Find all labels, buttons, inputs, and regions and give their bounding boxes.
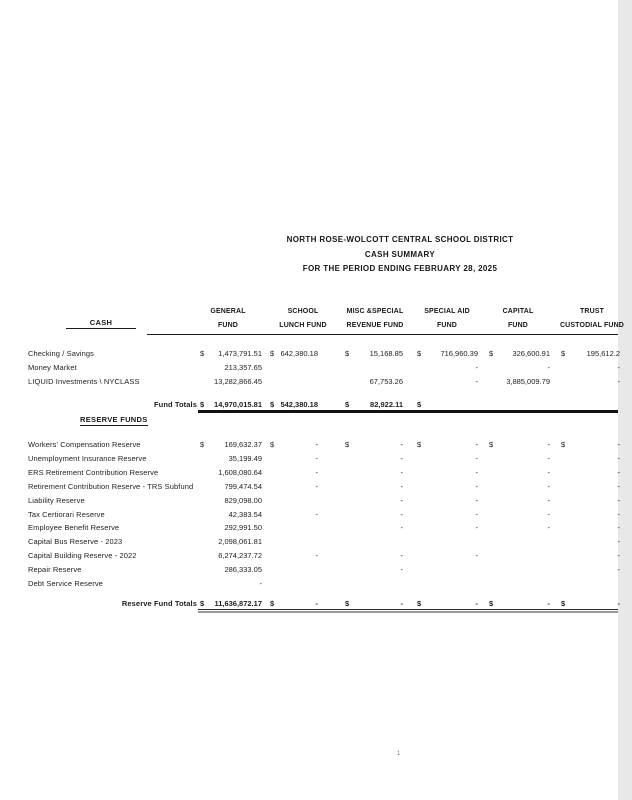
cell-value: -: [547, 482, 550, 491]
column-header-trust-custodial-fund: [552, 305, 632, 332]
cell-value: -: [475, 482, 478, 491]
district-title: NORTH ROSE-WOLCOTT CENTRAL SCHOOL DISTRICT: [286, 235, 514, 244]
column-header-line2: FUND: [507, 321, 529, 329]
column-header-school-lunch-fund: [271, 305, 335, 332]
table-row: [0, 551, 618, 562]
cell-value: -: [617, 537, 620, 546]
column-header-line1: CAPITAL: [502, 308, 534, 315]
cell-value: -: [547, 496, 550, 505]
column-header-general-fund: [196, 305, 260, 332]
column-header-line1: GENERAL: [210, 308, 246, 315]
cell-value: -: [475, 523, 478, 532]
currency-symbol: $: [200, 349, 205, 358]
row-label: Checking / Savings: [28, 349, 95, 358]
currency-symbol: $: [417, 400, 422, 409]
currency-symbol: $: [345, 349, 350, 358]
reserve-totals-rule-bottom: [198, 611, 618, 613]
currency-symbol: $: [345, 440, 350, 449]
cell-value: 82,922.11: [370, 400, 403, 409]
column-header-special-aid-fund: [415, 305, 479, 332]
currency-symbol: $: [270, 349, 275, 358]
cell-value: -: [617, 454, 620, 463]
reserve-funds-heading: RESERVE FUNDS: [80, 415, 148, 424]
cell-value: -: [400, 468, 403, 477]
column-header-line1: MISC &SPECIAL: [346, 308, 404, 315]
cell-value: 11,636,872.17: [214, 599, 262, 608]
row-label: Debt Service Reserve: [28, 579, 103, 588]
cell-value: 13,282,866.45: [214, 377, 262, 386]
currency-symbol: $: [489, 440, 494, 449]
cell-value: 1,608,080.64: [218, 468, 262, 477]
cell-value: -: [547, 440, 550, 449]
cash-column-header: CASH: [66, 318, 136, 329]
column-header-line2: FUND: [436, 321, 458, 329]
row-label: Unemployment Insurance Reserve: [28, 454, 147, 463]
table-row: [0, 565, 618, 576]
cell-value: -: [315, 510, 318, 519]
period-title: FOR THE PERIOD ENDING FEBRUARY 28, 2025: [302, 264, 498, 273]
cell-value: 286,333.05: [224, 565, 262, 574]
cell-value: -: [475, 363, 478, 372]
cell-value: -: [315, 482, 318, 491]
currency-symbol: $: [489, 349, 494, 358]
cell-value: -: [315, 454, 318, 463]
currency-symbol: $: [561, 440, 566, 449]
cell-value: -: [315, 440, 318, 449]
column-header-misc-special-revenue-fund: [337, 305, 413, 332]
row-label: Reserve Fund Totals: [121, 599, 197, 608]
cell-value: -: [315, 468, 318, 477]
column-header-line1: SCHOOL: [287, 308, 319, 315]
cell-value: -: [617, 551, 620, 560]
cell-value: -: [400, 510, 403, 519]
cell-value: -: [617, 565, 620, 574]
row-label: Capital Building Reserve - 2022: [28, 551, 137, 560]
cell-value: 716,960.39: [440, 349, 478, 358]
cell-value: -: [400, 551, 403, 560]
cell-value: 542,380.18: [280, 400, 318, 409]
row-label: Tax Certiorari Reserve: [28, 510, 105, 519]
cell-value: -: [475, 510, 478, 519]
row-label: Repair Reserve: [28, 565, 82, 574]
cell-value: 195,612.2: [586, 349, 620, 358]
cell-value: -: [259, 579, 262, 588]
cell-value: -: [617, 377, 620, 386]
cell-value: 42,383.54: [228, 510, 262, 519]
cell-value: -: [475, 377, 478, 386]
cell-value: 213,357.65: [224, 363, 262, 372]
cell-value: -: [617, 496, 620, 505]
cell-value: -: [547, 468, 550, 477]
column-header-line1: TRUST: [579, 308, 605, 315]
cell-value: -: [547, 523, 550, 532]
currency-symbol: $: [270, 440, 275, 449]
column-header-line2: LUNCH FUND: [279, 321, 327, 329]
page-number: 1: [397, 751, 401, 757]
row-label: Money Market: [28, 363, 77, 372]
cell-value: -: [547, 363, 550, 372]
cell-value: -: [315, 551, 318, 560]
cell-value: -: [400, 454, 403, 463]
row-label: Liability Reserve: [28, 496, 85, 505]
cell-value: -: [315, 599, 318, 608]
cell-value: -: [400, 565, 403, 574]
cell-value: -: [617, 523, 620, 532]
row-label: LIQUID Investments \ NYCLASS: [28, 377, 140, 386]
row-label: Capital Bus Reserve - 2023: [28, 537, 123, 546]
cell-value: -: [475, 496, 478, 505]
table-row: [0, 363, 618, 374]
currency-symbol: $: [417, 440, 422, 449]
reserve-totals-rule-top: [198, 609, 618, 610]
cell-value: -: [400, 496, 403, 505]
row-label: Retirement Contribution Reserve - TRS Subfund: [28, 482, 194, 491]
currency-symbol: $: [489, 599, 494, 608]
currency-symbol: $: [200, 400, 205, 409]
row-label: Workers' Compensation Reserve: [28, 440, 141, 449]
column-header-line2: FUND: [217, 321, 239, 329]
currency-symbol: $: [200, 599, 205, 608]
cell-value: 2,098,061.81: [218, 537, 262, 546]
cell-value: 642,380.18: [280, 349, 318, 358]
table-row: [0, 523, 618, 534]
header-underline-rule: [147, 334, 618, 335]
table-row: [0, 510, 618, 521]
currency-symbol: $: [345, 400, 350, 409]
report-title-block: [190, 233, 610, 277]
cell-value: 799,474.54: [224, 482, 262, 491]
cell-value: 326,600.91: [512, 349, 550, 358]
table-row: [0, 377, 618, 388]
cell-value: -: [400, 440, 403, 449]
column-header-line2: REVENUE FUND: [346, 321, 404, 329]
row-label: ERS Retirement Contribution Reserve: [28, 468, 159, 477]
cell-value: -: [475, 440, 478, 449]
column-header-line1: SPECIAL AID: [424, 308, 470, 315]
cell-value: 292,991.50: [224, 523, 262, 532]
cell-value: -: [617, 510, 620, 519]
table-row: [0, 454, 618, 465]
column-header-line2: CUSTODIAL FUND: [559, 321, 625, 329]
cell-value: 6,274,237.72: [218, 551, 262, 560]
cell-value: -: [475, 468, 478, 477]
cell-value: -: [475, 551, 478, 560]
row-label: Fund Totals: [153, 400, 197, 409]
cell-value: 1,473,791.51: [218, 349, 262, 358]
table-row: [0, 537, 618, 548]
cell-value: 15,168.85: [369, 349, 403, 358]
currency-symbol: $: [561, 349, 566, 358]
row-label: Employee Benefit Reserve: [28, 523, 120, 532]
table-row: [0, 349, 618, 360]
table-row: [0, 440, 618, 451]
cell-value: 169,632.37: [224, 440, 262, 449]
table-row: [0, 496, 618, 507]
cell-value: 14,970,015.81: [214, 400, 262, 409]
cell-value: 67,753.26: [369, 377, 403, 386]
currency-symbol: $: [270, 599, 275, 608]
cell-value: -: [617, 482, 620, 491]
cell-value: -: [547, 510, 550, 519]
cell-value: -: [547, 599, 550, 608]
cell-value: -: [400, 523, 403, 532]
cell-value: -: [617, 468, 620, 477]
fund-totals-rule: [198, 410, 618, 413]
cell-value: -: [617, 599, 620, 608]
table-row: [0, 482, 618, 493]
report-title: CASH SUMMARY: [364, 249, 436, 259]
cell-value: 35,199.49: [228, 454, 262, 463]
cell-value: -: [475, 599, 478, 608]
cell-value: 3,885,009.79: [506, 377, 550, 386]
cell-value: -: [547, 454, 550, 463]
cell-value: -: [400, 599, 403, 608]
cell-value: -: [475, 454, 478, 463]
currency-symbol: $: [345, 599, 350, 608]
table-row: [0, 468, 618, 479]
cell-value: -: [617, 440, 620, 449]
column-header-capital-fund: [486, 305, 550, 332]
currency-symbol: $: [561, 599, 566, 608]
currency-symbol: $: [417, 599, 422, 608]
cell-value: -: [400, 482, 403, 491]
table-row: [0, 579, 618, 590]
currency-symbol: $: [417, 349, 422, 358]
currency-symbol: $: [270, 400, 275, 409]
cell-value: 829,098.00: [224, 496, 262, 505]
currency-symbol: $: [200, 440, 205, 449]
cell-value: -: [617, 363, 620, 372]
